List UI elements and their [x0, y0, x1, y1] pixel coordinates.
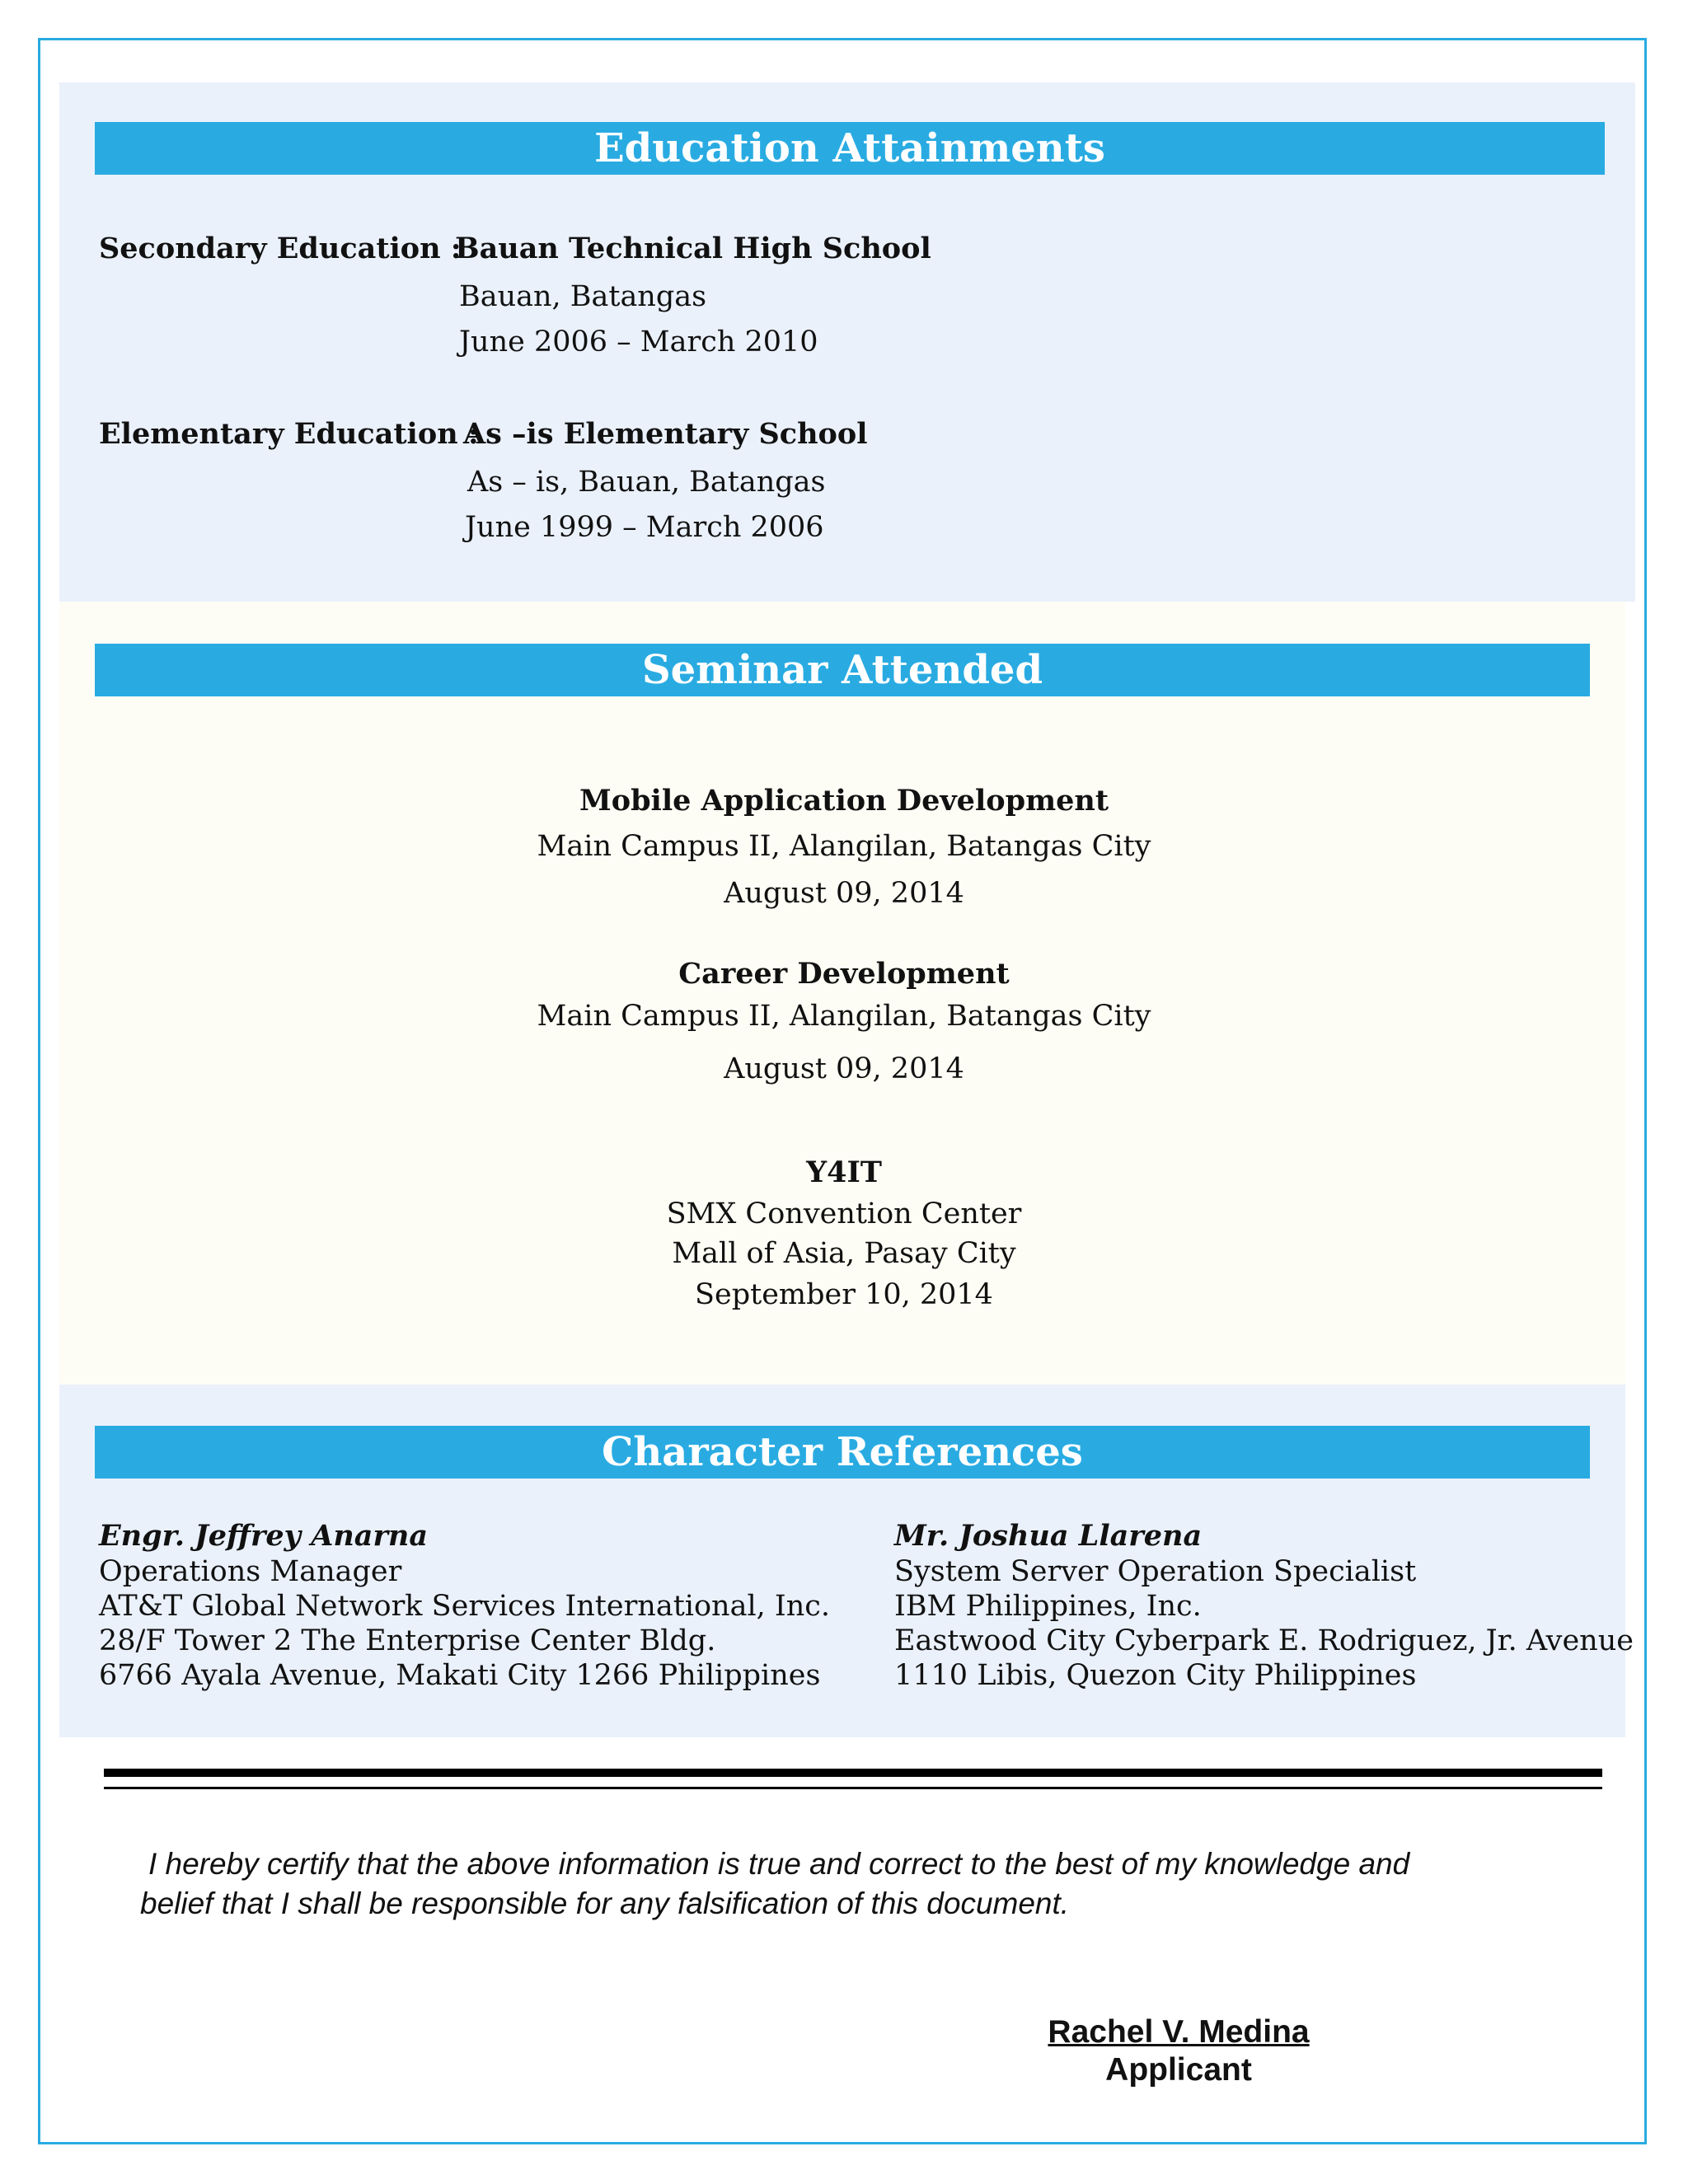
certification-line-2: belief that I shall be responsible for any falsification of this document.: [140, 1886, 1070, 1920]
reference-1-address-2: 6766 Ayala Avenue, Makati City 1266 Philippines: [99, 1659, 821, 1692]
reference-2-position: System Server Operation Specialist: [894, 1555, 1417, 1588]
elementary-school-name: As –is Elementary School: [463, 417, 868, 451]
divider-thin: [104, 1787, 1602, 1789]
seminar-heading: Seminar Attended: [95, 644, 1590, 696]
seminar-3-venue: SMX Convention Center: [666, 1197, 1022, 1230]
seminar-1-date: August 09, 2014: [724, 877, 964, 910]
seminar-2-venue: Main Campus II, Alangilan, Batangas City: [537, 1000, 1151, 1033]
reference-2-address-2: 1110 Libis, Quezon City Philippines: [894, 1659, 1417, 1692]
secondary-school-location: Bauan, Batangas: [459, 280, 707, 313]
seminar-1-title: Mobile Application Development: [579, 784, 1109, 818]
elementary-education-label: Elementary Education :: [99, 417, 479, 451]
reference-2-name: Mr. Joshua Llarena: [894, 1519, 1203, 1553]
seminar-1-venue: Main Campus II, Alangilan, Batangas City: [537, 830, 1151, 863]
reference-2-company: IBM Philippines, Inc.: [894, 1590, 1202, 1623]
divider-thick: [104, 1769, 1602, 1777]
elementary-school-dates: June 1999 – March 2006: [465, 511, 824, 544]
reference-1-address-1: 28/F Tower 2 The Enterprise Center Bldg.: [99, 1624, 716, 1657]
secondary-school-name: Bauan Technical High School: [455, 232, 931, 265]
applicant-role: Applicant: [1105, 2052, 1252, 2088]
secondary-school-dates: June 2006 – March 2010: [459, 326, 818, 359]
certification-statement: [140, 1844, 1541, 1924]
secondary-education-label: Secondary Education :: [99, 232, 462, 265]
reference-1-position: Operations Manager: [99, 1555, 402, 1588]
seminar-3-date: September 10, 2014: [695, 1278, 993, 1311]
elementary-school-location: As – is, Bauan, Batangas: [467, 466, 826, 499]
seminar-2-date: August 09, 2014: [724, 1052, 964, 1085]
seminar-2-title: Career Development: [678, 957, 1010, 991]
reference-1-name: Engr. Jeffrey Anarna: [99, 1519, 429, 1553]
seminar-3-title: Y4IT: [806, 1155, 882, 1189]
reference-2-address-1: Eastwood City Cyberpark E. Rodriguez, Jr. Avenue: [894, 1624, 1634, 1657]
references-heading: Character References: [95, 1426, 1590, 1479]
seminar-3-location: Mall of Asia, Pasay City: [672, 1237, 1016, 1270]
applicant-name: Rachel V. Medina: [1048, 2014, 1310, 2050]
education-heading: Education Attainments: [95, 122, 1605, 175]
reference-1-company: AT&T Global Network Services International, Inc.: [99, 1590, 830, 1623]
certification-line-1: I hereby certify that the above information is true and correct to the best of my knowledge and: [148, 1847, 1410, 1881]
